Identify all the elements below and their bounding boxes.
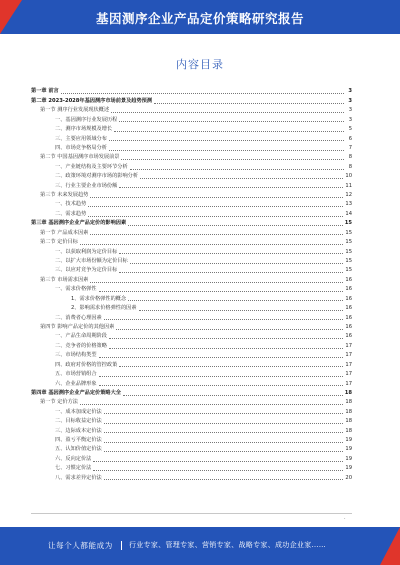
toc-dot-leader xyxy=(114,131,344,132)
report-title: 基因测序企业产品定价策略研究报告 xyxy=(95,11,304,26)
toc-entry[interactable] xyxy=(31,153,352,162)
toc-entry-label: 第四节 影响产品定价的其他因素 xyxy=(40,323,115,330)
footer-roles: 行业专家、管理专家、营销专家、战略专家、成功企业家…… xyxy=(129,541,327,549)
bottom-divider xyxy=(31,513,352,514)
toc-entry[interactable] xyxy=(31,228,352,237)
toc-entry-label: 五、市场营销组合 xyxy=(55,371,97,378)
toc-entry[interactable] xyxy=(31,294,352,303)
toc-entry[interactable] xyxy=(31,106,352,115)
toc-entry[interactable] xyxy=(31,238,352,247)
toc-dot-leader xyxy=(109,150,344,151)
toc-entry[interactable] xyxy=(31,436,352,445)
toc-dot-leader xyxy=(104,451,344,452)
toc-entry-label: 二、需求趋势 xyxy=(55,210,87,217)
toc-entry-label: 一、产品生命周期阶段 xyxy=(55,333,107,340)
toc-dot-leader xyxy=(119,187,343,188)
toc-entry-page: 16 xyxy=(345,323,352,330)
toc-entry-page: 16 xyxy=(345,333,352,340)
toc-dot-leader xyxy=(80,244,343,245)
toc-entry[interactable] xyxy=(31,247,352,256)
toc-entry-page: 10 xyxy=(345,173,352,180)
footer-separator xyxy=(121,541,122,550)
toc-entry-page: 14 xyxy=(345,210,352,217)
toc-entry-label: 一、以获取利润为定价目标 xyxy=(55,248,118,255)
toc-entry[interactable] xyxy=(31,115,352,124)
toc-entry-label: 三、边际成本定价法 xyxy=(55,427,102,434)
toc-dot-leader xyxy=(99,376,344,377)
toc-entry-label: 二、消费者心理因素 xyxy=(55,314,102,321)
toc-entry-page: 16 xyxy=(345,286,352,293)
toc-entry[interactable] xyxy=(31,417,352,426)
toc-entry-page: 3 xyxy=(348,116,352,123)
toc-entry[interactable] xyxy=(31,332,352,341)
toc-entry[interactable] xyxy=(31,426,352,435)
toc-entry[interactable] xyxy=(31,360,352,369)
toc-entry-page: 5 xyxy=(348,126,352,133)
toc-entry[interactable] xyxy=(31,313,352,322)
toc-entry[interactable] xyxy=(31,389,352,398)
header-bar xyxy=(0,0,400,34)
toc-entry-page: 18 xyxy=(345,418,352,425)
toc-entry-page: 15 xyxy=(345,239,352,246)
toc-dot-leader xyxy=(93,470,343,471)
toc-entry[interactable] xyxy=(31,341,352,350)
toc-entry-page: 20 xyxy=(345,474,352,481)
toc-entry-label: 四、市场竞争格局分析 xyxy=(55,144,107,151)
toc-entry-label: 第二章 2023-2028年基因测序市场前景及趋势预测 xyxy=(31,97,153,104)
toc-dot-leader xyxy=(104,319,344,320)
toc-dot-leader xyxy=(121,159,344,160)
toc-dot-leader xyxy=(109,338,344,339)
toc-entry-page: 17 xyxy=(345,371,352,378)
toc-entry-page: 19 xyxy=(345,465,352,472)
toc-dot-leader xyxy=(99,291,344,292)
toc-entry-label: 一、成本加成定价法 xyxy=(55,408,102,415)
toc-dot-leader xyxy=(119,366,343,367)
toc-entry-label: 二、目标收益定价法 xyxy=(55,418,102,425)
toc-entry-label: 三、行业主要企业市场份额 xyxy=(55,182,118,189)
toc-dot-leader xyxy=(119,253,343,254)
toc-dot-leader xyxy=(99,357,344,358)
toc-entry-label: 第二节 中国基因测序市场发展前景 xyxy=(40,154,120,161)
toc-entry[interactable] xyxy=(31,134,352,143)
toc-entry-page: 3 xyxy=(348,97,352,104)
toc-dot-leader xyxy=(139,310,344,311)
toc-entry[interactable] xyxy=(31,191,352,200)
toc-dot-leader xyxy=(130,263,344,264)
toc-entry-label: 一、产业链结构及主要环节分析 xyxy=(55,163,128,170)
toc-entry-label: 二、测序市场规模及增长 xyxy=(55,126,113,133)
toc-entry-label: 第三节 未来发展趋势 xyxy=(40,192,89,199)
toc-entry[interactable] xyxy=(31,87,352,96)
toc-entry-label: 五、认知价值定价法 xyxy=(55,446,102,453)
toc-entry-label: 一、需求价格弹性 xyxy=(55,286,97,293)
toc-entry-label: 三、市场结构类型 xyxy=(55,352,97,359)
toc-entry[interactable] xyxy=(31,351,352,360)
toc-entry[interactable] xyxy=(31,266,352,275)
toc-entry-page: 16 xyxy=(345,295,352,302)
toc-entry-page: 19 xyxy=(345,437,352,444)
toc-entry[interactable] xyxy=(31,96,352,105)
toc-dot-leader xyxy=(88,216,343,217)
toc-entry-page: 18 xyxy=(345,408,352,415)
toc-entry-label: 第一节 产品成本因素 xyxy=(40,229,89,236)
toc-entry-label: 第三章 基因测序企业产品定价的影响因素 xyxy=(31,220,127,227)
toc-entry-page: 7 xyxy=(348,144,352,151)
toc-entry[interactable] xyxy=(31,219,352,228)
toc-entry-page: 8 xyxy=(348,163,352,170)
toc-dot-leader xyxy=(99,385,344,386)
toc-entry-label: 三、以应对竞争为定价目标 xyxy=(55,267,118,274)
toc-entry-page: 17 xyxy=(345,352,352,359)
toc-dot-leader xyxy=(104,432,344,433)
toc-entry[interactable] xyxy=(31,464,352,473)
toc-entry-label: 八、需求差异定价法 xyxy=(55,474,102,481)
toc-entry-page: 15 xyxy=(345,267,352,274)
toc-entry-page: 17 xyxy=(345,342,352,349)
toc-dot-leader xyxy=(109,348,344,349)
toc-entry-page: 8 xyxy=(348,154,352,161)
toc-entry[interactable] xyxy=(31,181,352,190)
toc-dot-leader xyxy=(61,93,344,94)
toc-entry[interactable] xyxy=(31,370,352,379)
toc-entry-label: 第二节 定价目标 xyxy=(40,239,78,246)
toc-entry[interactable] xyxy=(31,304,352,313)
toc-entry-page: 16 xyxy=(345,305,352,312)
toc-entry-label: 一、技术趋势 xyxy=(55,201,87,208)
toc-entry[interactable] xyxy=(31,200,352,209)
toc-entry-label: 一、基因测序行业发展历程 xyxy=(55,116,118,123)
toc-entry[interactable] xyxy=(31,473,352,482)
toc-entry-page: 17 xyxy=(345,380,352,387)
toc-entry-label: 六、反向定价法 xyxy=(55,455,92,462)
toc-entry-page: 12 xyxy=(345,192,352,199)
toc-entry[interactable] xyxy=(31,454,352,463)
toc-dot-leader xyxy=(104,423,344,424)
toc-entry-label: 二、竞争者的价格策略 xyxy=(55,342,107,349)
toc-entry[interactable] xyxy=(31,323,352,332)
toc-dot-leader xyxy=(140,178,343,179)
toc-dot-leader xyxy=(90,282,343,283)
toc-entry-label: 第一节 定价方法 xyxy=(40,399,78,406)
toc-entry-page: 17 xyxy=(345,361,352,368)
toc-entry[interactable] xyxy=(31,285,352,294)
toc-entry-page: 19 xyxy=(345,446,352,453)
toc-entry[interactable] xyxy=(31,407,352,416)
toc-entry[interactable] xyxy=(31,144,352,153)
toc-entry[interactable] xyxy=(31,172,352,181)
toc-dot-leader xyxy=(109,140,344,141)
toc-entry-label: 六、企业品牌形象 xyxy=(55,380,97,387)
toc-entry-page: 15 xyxy=(345,248,352,255)
toc-dot-leader xyxy=(123,395,343,396)
toc-entry[interactable] xyxy=(31,209,352,218)
toc-entry-page: 18 xyxy=(345,427,352,434)
toc-entry[interactable] xyxy=(31,257,352,266)
toc-entry[interactable] xyxy=(31,275,352,284)
toc-entry[interactable] xyxy=(31,445,352,454)
toc-entry-page: 13 xyxy=(345,201,352,208)
toc-dot-leader xyxy=(116,329,343,330)
page-marker: . xyxy=(344,515,346,521)
toc-dot-leader xyxy=(90,197,343,198)
toc-entry[interactable] xyxy=(31,162,352,171)
table-of-contents xyxy=(31,87,352,483)
toc-heading: 内容目录 xyxy=(176,58,224,71)
toc-dot-leader xyxy=(130,169,344,170)
toc-entry-page: 18 xyxy=(345,399,352,406)
toc-entry-label: 四、政府对价格的管控政策 xyxy=(55,361,118,368)
toc-entry-label: 1、需求价格弹性的概念 xyxy=(71,295,127,302)
toc-dot-leader xyxy=(119,121,344,122)
toc-entry-page: 15 xyxy=(344,220,352,227)
toc-entry-label: 2、影响需求价格弹性的因素 xyxy=(71,305,137,312)
toc-entry-page: 3 xyxy=(348,107,352,114)
footer-red-accent xyxy=(380,527,400,565)
toc-dot-leader xyxy=(88,206,343,207)
footer-slogan: 让每个人都能成为 xyxy=(48,541,113,550)
toc-dot-leader xyxy=(104,442,344,443)
toc-dot-leader xyxy=(104,479,344,480)
toc-entry-label: 二、以扩大市场份额为定价目标 xyxy=(55,258,128,265)
toc-dot-leader xyxy=(93,461,343,462)
toc-entry-page: 15 xyxy=(345,229,352,236)
toc-entry-page: 19 xyxy=(345,455,352,462)
toc-dot-leader xyxy=(128,225,343,226)
toc-entry-page: 6 xyxy=(348,135,352,142)
toc-entry-page: 3 xyxy=(348,88,352,95)
toc-entry-label: 二、政策环境对测序市场的影响分析 xyxy=(55,173,139,180)
toc-entry-label: 第四章 基因测序企业产品定价策略大全 xyxy=(31,389,121,396)
toc-dot-leader xyxy=(154,103,344,104)
toc-dot-leader xyxy=(128,300,343,301)
toc-dot-leader xyxy=(80,404,343,405)
toc-entry-page: 11 xyxy=(345,182,352,189)
toc-entry[interactable] xyxy=(31,379,352,388)
toc-entry[interactable] xyxy=(31,398,352,407)
toc-entry-label: 第一章 前言 xyxy=(31,88,59,95)
toc-entry-page: 16 xyxy=(345,314,352,321)
toc-entry-label: 七、习惯定价法 xyxy=(55,465,92,472)
toc-dot-leader xyxy=(90,234,343,235)
toc-dot-leader xyxy=(104,413,344,414)
toc-entry-label: 三、主要应用领域分布 xyxy=(55,135,107,142)
footer-bar xyxy=(0,527,400,565)
toc-dot-leader xyxy=(111,112,344,113)
toc-dot-leader xyxy=(119,272,343,273)
toc-entry-label: 第三节 市场需求因素 xyxy=(40,276,89,283)
toc-entry-label: 四、盈亏平衡定价法 xyxy=(55,437,102,444)
toc-entry-page: 18 xyxy=(344,389,352,396)
toc-entry-page: 15 xyxy=(345,258,352,265)
toc-entry-page: 16 xyxy=(345,276,352,283)
toc-entry[interactable] xyxy=(31,125,352,134)
toc-entry-label: 第一节 测序行业发展现状概述 xyxy=(40,107,110,114)
